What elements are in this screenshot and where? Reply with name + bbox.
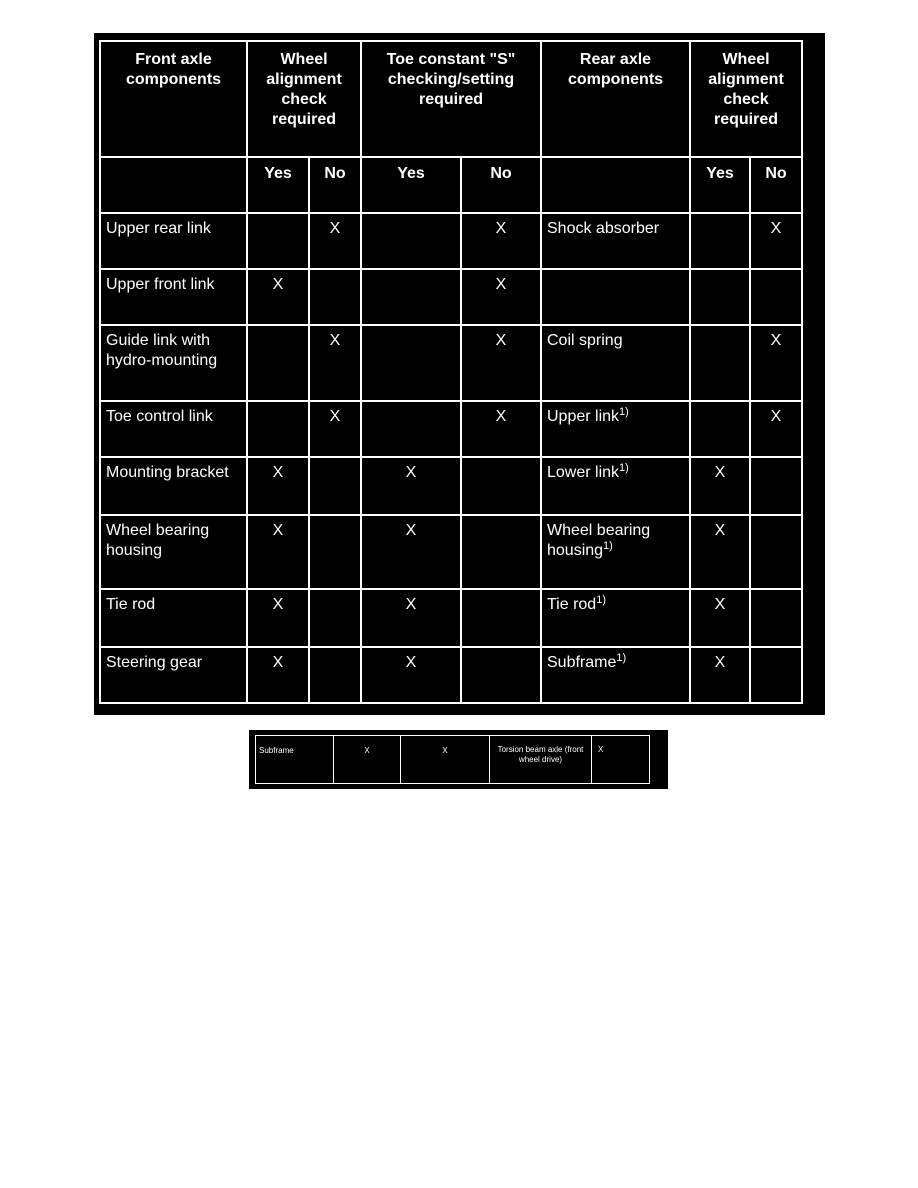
wa-yes-cell	[247, 325, 309, 401]
toe-yes-cell: X	[361, 515, 461, 589]
toe-no-cell: X	[461, 213, 541, 269]
rwa-yes-cell	[690, 213, 750, 269]
header-front-axle: Front axle components	[100, 41, 247, 157]
subheader-wa-yes: Yes	[247, 157, 309, 213]
table-row	[256, 736, 650, 784]
toe-yes-cell: X	[401, 736, 490, 784]
table-row	[100, 401, 802, 457]
footnote-marker: 1)	[619, 406, 629, 418]
rwa-yes-cell: X	[690, 515, 750, 589]
rwa-yes-cell: X	[690, 457, 750, 515]
toe-no-cell	[461, 647, 541, 703]
table-row	[100, 457, 802, 515]
rwa-yes-cell	[690, 269, 750, 325]
table-row	[100, 647, 802, 703]
rear-component-label: Upper link	[547, 408, 620, 425]
wa-yes-cell	[247, 213, 309, 269]
toe-yes-cell: X	[361, 647, 461, 703]
toe-no-cell: X	[461, 401, 541, 457]
wa-no-cell	[309, 589, 361, 647]
rwa-yes-cell	[690, 401, 750, 457]
rwa-no-cell: X	[750, 325, 802, 401]
rear-component-label: Coil spring	[547, 332, 623, 349]
subheader-rwa-yes: Yes	[690, 157, 750, 213]
front-component: Upper front link	[100, 269, 247, 325]
header-rear-axle: Rear axle components	[541, 41, 690, 157]
toe-no-cell: X	[461, 325, 541, 401]
rear-component	[541, 401, 690, 457]
rear-component-label: Wheel bearing housing	[547, 522, 651, 559]
rwa-no-cell	[750, 457, 802, 515]
wa-no-cell: X	[309, 325, 361, 401]
header-wheel-alignment-front: Wheel alignment check required	[247, 41, 361, 157]
secondary-table-wrapper	[249, 730, 668, 789]
wa-yes-cell: X	[334, 736, 401, 784]
wa-no-cell: X	[309, 213, 361, 269]
toe-no-cell	[461, 457, 541, 515]
wa-yes-cell: X	[247, 589, 309, 647]
rear-component-label: Shock absorber	[547, 220, 660, 237]
table-row	[100, 325, 802, 401]
toe-no-cell	[461, 589, 541, 647]
rwa-no-cell: X	[750, 213, 802, 269]
subheader-front-blank	[100, 157, 247, 213]
table-row	[100, 589, 802, 647]
rwa-yes-cell	[690, 325, 750, 401]
rwa-yes-cell: X	[690, 589, 750, 647]
front-component: Steering gear	[100, 647, 247, 703]
wa-yes-cell: X	[247, 515, 309, 589]
rear-component	[541, 515, 690, 589]
header-row	[100, 41, 802, 157]
wa-yes-cell: X	[247, 269, 309, 325]
wa-yes-cell: X	[247, 647, 309, 703]
rear-component	[541, 213, 690, 269]
header-wheel-alignment-rear: Wheel alignment check required	[690, 41, 802, 157]
front-component: Wheel bearing housing	[100, 515, 247, 589]
footnote-marker: 1)	[596, 594, 606, 606]
front-component: Mounting bracket	[100, 457, 247, 515]
header-toe-constant: Toe constant "S" checking/setting required	[361, 41, 541, 157]
table-row	[100, 515, 802, 589]
front-component: Subframe	[256, 736, 334, 784]
toe-yes-cell: X	[361, 457, 461, 515]
subheader-toe-no: No	[461, 157, 541, 213]
main-table	[99, 40, 803, 704]
rwa-no-cell: X	[750, 401, 802, 457]
subheader-rear-blank	[541, 157, 690, 213]
rwa-no-cell	[750, 269, 802, 325]
rwa-yes-cell: X	[690, 647, 750, 703]
secondary-table	[255, 735, 650, 784]
front-component: Guide link with hydro-mounting	[100, 325, 247, 401]
rear-component	[541, 647, 690, 703]
rear-component-label: Lower link	[547, 464, 620, 481]
wa-no-cell: X	[309, 401, 361, 457]
rear-component: Torsion beam axle (front wheel drive)	[490, 736, 592, 784]
rwa-no-cell	[750, 515, 802, 589]
rear-component	[541, 325, 690, 401]
rear-component	[541, 269, 690, 325]
wa-no-cell	[309, 515, 361, 589]
wa-no-cell	[309, 647, 361, 703]
rear-component	[541, 457, 690, 515]
rwa-no-cell	[750, 589, 802, 647]
wa-no-cell	[309, 457, 361, 515]
main-table-wrapper	[94, 33, 825, 715]
table-row	[100, 269, 802, 325]
toe-yes-cell: X	[361, 589, 461, 647]
toe-yes-cell	[361, 213, 461, 269]
wa-yes-cell	[247, 401, 309, 457]
front-component: Tie rod	[100, 589, 247, 647]
footnote-marker: 1)	[616, 652, 627, 664]
toe-no-cell	[461, 515, 541, 589]
toe-no-cell: X	[461, 269, 541, 325]
toe-yes-cell	[361, 401, 461, 457]
subheader-wa-no: No	[309, 157, 361, 213]
subheader-toe-yes: Yes	[361, 157, 461, 213]
toe-yes-cell	[361, 269, 461, 325]
rear-component-label: Tie rod	[547, 596, 597, 613]
rwa-no-cell	[750, 647, 802, 703]
toe-yes-cell	[361, 325, 461, 401]
footnote-marker: 1)	[603, 540, 613, 552]
wa-yes-cell: X	[247, 457, 309, 515]
wa-no-cell	[309, 269, 361, 325]
rear-component	[541, 589, 690, 647]
rwa-yes-cell: X	[592, 736, 650, 784]
front-component: Upper rear link	[100, 213, 247, 269]
subheader-row	[100, 157, 802, 213]
front-component: Toe control link	[100, 401, 247, 457]
table-row	[100, 213, 802, 269]
subheader-rwa-no: No	[750, 157, 802, 213]
rear-component-label: Subframe	[547, 654, 617, 671]
footnote-marker: 1)	[619, 462, 629, 474]
